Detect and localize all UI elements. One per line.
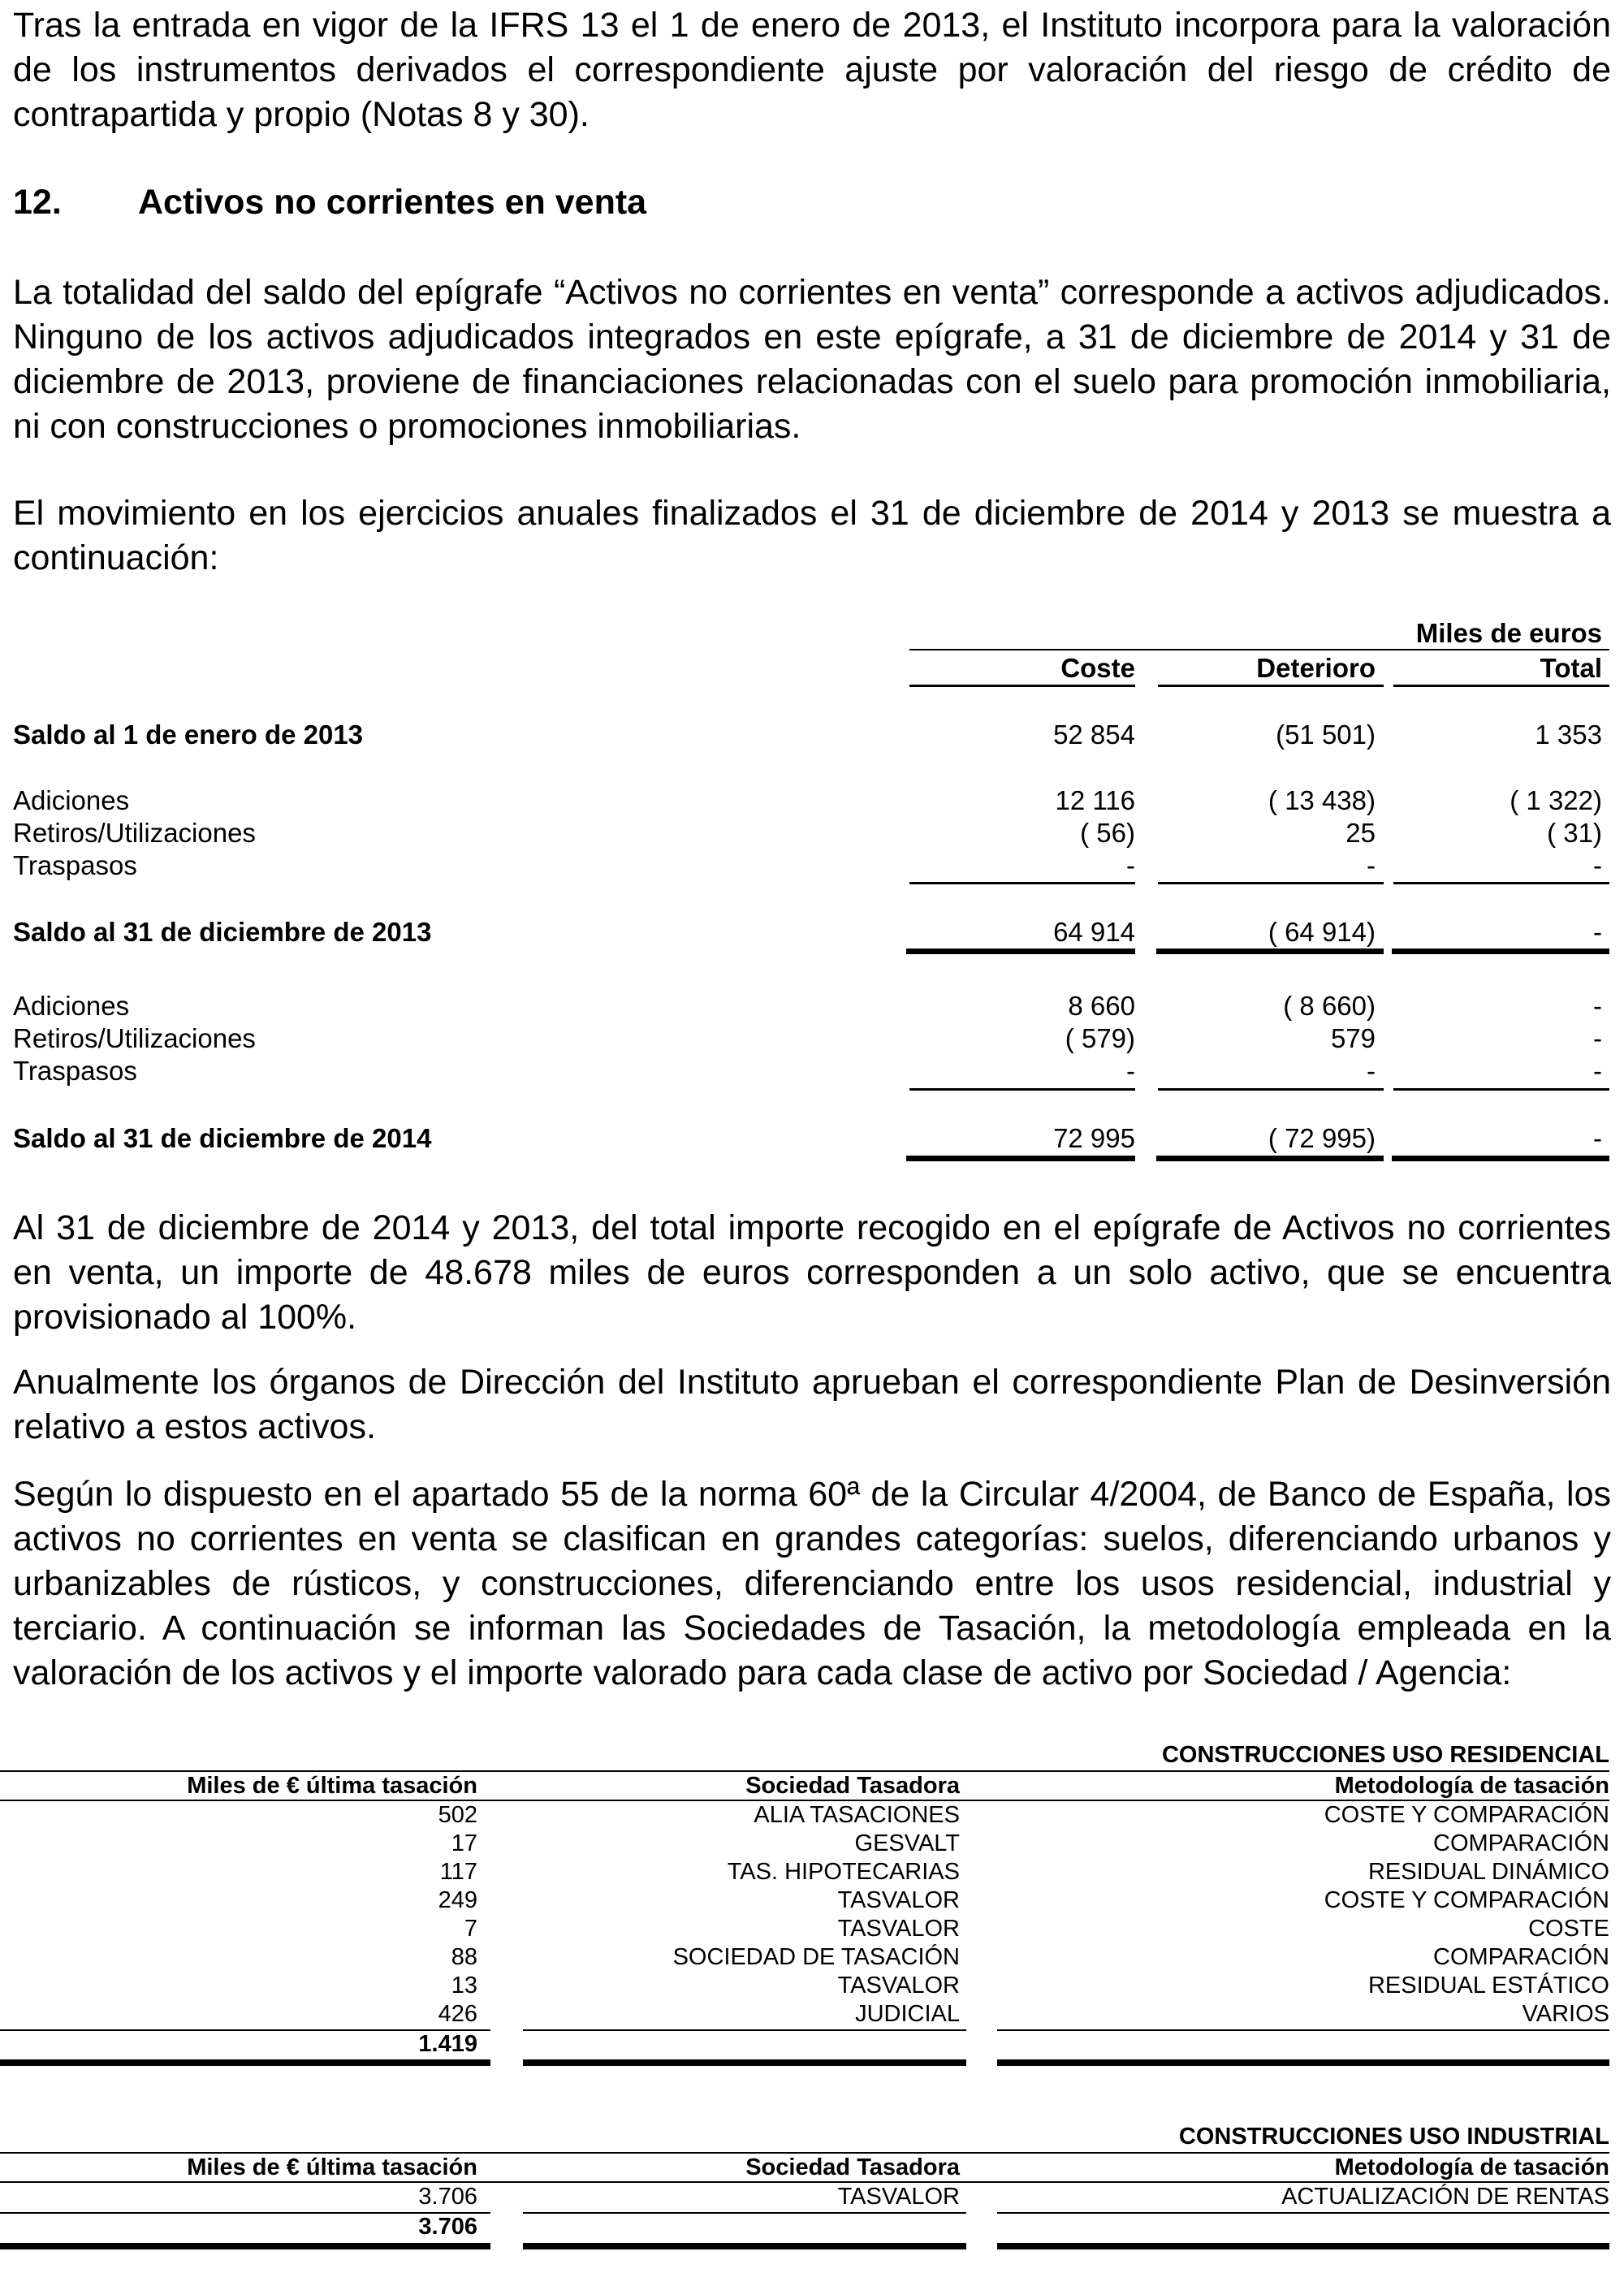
row-importe: 426: [438, 2001, 477, 2027]
paragraph-circular: Según lo dispuesto en el apartado 55 de la norma 60ª de la Circular 4/2004, de Banco de España, los activos no corrientes en venta se clasifican en grandes categorías: suelos, diferenciando urbanos y urbanizables de rústicos, y construcciones, diferenciando entre los usos residencial, industrial y terciario. A continuación se informan las Sociedades de Tasación, la metodología empleada en la valoración de los activos y el importe valorado para cada clase de activo por Sociedad / Agencia:: [13, 1475, 1611, 1692]
paragraph-movimiento-intro: El movimiento en los ejercicios anuales finalizados el 31 de diciembre de 2014 y 2013 se muestra a continuación:: [13, 494, 1611, 577]
row-total: -: [1593, 991, 1602, 1021]
row-sociedad: TASVALOR: [837, 1887, 960, 1913]
row-coste: 72 995: [1053, 1123, 1135, 1153]
total-importe: 1.419: [418, 2031, 477, 2057]
header-coste: Coste: [1060, 653, 1135, 683]
row-label: Adiciones: [13, 785, 130, 815]
row-sociedad: TASVALOR: [837, 1973, 960, 1999]
total-rule: [906, 1156, 1135, 1161]
total-top-rule: [0, 2029, 490, 2031]
row-importe: 3.706: [418, 2184, 477, 2210]
row-coste: 12 116: [1055, 785, 1135, 815]
header-underline-coste: [909, 685, 1135, 687]
row-total: -: [1593, 1123, 1602, 1153]
row-deterioro: ( 64 914): [1268, 917, 1376, 947]
subtotal-rule: [1158, 1088, 1384, 1091]
total-top-rule: [997, 2029, 1609, 2031]
row-deterioro: ( 8 660): [1283, 991, 1376, 1021]
row-coste: -: [1126, 850, 1135, 880]
row-metodologia: RESIDUAL DINÁMICO: [1367, 1859, 1609, 1885]
row-metodologia: RESIDUAL ESTÁTICO: [1367, 1973, 1609, 1999]
row-importe: 117: [439, 1859, 477, 1885]
row-importe: 13: [451, 1973, 477, 1999]
total-importe: 3.706: [418, 2214, 477, 2240]
header-underline-total: [1393, 685, 1609, 687]
header-rule: [909, 649, 1609, 650]
subtotal-rule: [1393, 1088, 1609, 1091]
row-label: Saldo al 31 de diciembre de 2013: [13, 917, 432, 947]
row-coste: -: [1126, 1056, 1135, 1086]
row-importe: 88: [451, 1944, 477, 1970]
row-importe: 17: [451, 1830, 477, 1856]
row-deterioro: 25: [1345, 818, 1376, 848]
row-deterioro: (51 501): [1276, 720, 1376, 750]
row-metodologia: COMPARACIÓN: [1433, 1830, 1609, 1856]
row-total: 1 353: [1535, 720, 1602, 750]
row-importe: 7: [464, 1916, 477, 1942]
subtotal-rule: [1393, 882, 1609, 884]
row-total: ( 31): [1547, 818, 1602, 848]
header-sociedad: Sociedad Tasadora: [745, 1773, 960, 1799]
total-rule: [1392, 949, 1609, 954]
row-sociedad: GESVALT: [854, 1830, 960, 1856]
row-total: -: [1593, 850, 1602, 880]
row-metodologia: COMPARACIÓN: [1433, 1944, 1609, 1970]
paragraph-plan-desinversion: Anualmente los órganos de Dirección del Instituto aprueban el correspondiente Plan de Desinversión relativo a estos activos.: [13, 1363, 1611, 1446]
row-total: -: [1593, 917, 1602, 947]
total-top-rule: [997, 2212, 1609, 2214]
row-coste: 52 854: [1053, 720, 1135, 750]
row-label: Retiros/Utilizaciones: [13, 1023, 256, 1053]
section-title: Activos no corrientes en venta: [138, 183, 647, 222]
header-metodologia: Metodología de tasación: [1334, 2154, 1609, 2180]
unit-label: Miles de euros: [1415, 618, 1602, 648]
row-deterioro: 579: [1330, 1023, 1376, 1053]
row-sociedad: TASVALOR: [837, 2184, 960, 2210]
total-double-rule: [0, 2059, 490, 2066]
total-rule: [1392, 1156, 1609, 1161]
row-total: -: [1593, 1056, 1602, 1086]
row-label: Saldo al 31 de diciembre de 2014: [13, 1123, 432, 1153]
subtotal-rule: [909, 1088, 1135, 1091]
section-heading: [13, 180, 646, 225]
row-metodologia: COSTE Y COMPARACIÓN: [1324, 1802, 1609, 1828]
total-double-rule: [997, 2243, 1609, 2249]
total-rule: [1156, 949, 1384, 954]
paragraph-saldo-epigrafe: La totalidad del saldo del epígrafe “Activos no corrientes en venta” corresponde a activos adjudicados. Ninguno de los activos adjudicados integrados en este epígrafe, a 31 de diciembre de 2014 y 31 de diciembre de 2013, proviene de financiaciones relacionadas con el suelo para promoción inmobiliaria, ni con construcciones o promociones inmobiliarias.: [13, 273, 1611, 446]
row-sociedad: TASVALOR: [837, 1916, 960, 1942]
total-double-rule: [997, 2059, 1609, 2066]
header-sociedad: Sociedad Tasadora: [745, 2154, 960, 2180]
table-title: CONSTRUCCIONES USO INDUSTRIAL: [1178, 2124, 1609, 2150]
header-importe: Miles de € última tasación: [187, 2154, 477, 2180]
total-top-rule: [523, 2029, 966, 2031]
row-sociedad: JUDICIAL: [855, 2001, 960, 2027]
row-importe: 502: [438, 1802, 477, 1828]
row-coste: ( 579): [1065, 1023, 1135, 1053]
row-sociedad: TAS. HIPOTECARIAS: [727, 1859, 960, 1885]
paragraph-activo-unico: Al 31 de diciembre de 2014 y 2013, del total importe recogido en el epígrafe de Activos no corrientes en venta, un importe de 48.678 miles de euros corresponden a un solo activo, que se encuentra provisionado al 100%.: [13, 1208, 1611, 1337]
header-metodologia: Metodología de tasación: [1334, 1773, 1609, 1799]
row-metodologia: ACTUALIZACIÓN DE RENTAS: [1281, 2184, 1609, 2210]
table-title: CONSTRUCCIONES USO RESIDENCIAL: [1161, 1742, 1609, 1768]
total-rule: [1156, 1156, 1384, 1161]
subtotal-rule: [1158, 882, 1384, 884]
row-sociedad: ALIA TASACIONES: [754, 1802, 960, 1828]
total-double-rule: [523, 2243, 966, 2249]
row-deterioro: -: [1367, 1056, 1376, 1086]
row-metodologia: COSTE: [1528, 1916, 1609, 1942]
header-importe: Miles de € última tasación: [187, 1773, 477, 1799]
row-sociedad: SOCIEDAD DE TASACIÓN: [672, 1944, 960, 1970]
total-top-rule: [0, 2212, 490, 2214]
row-deterioro: ( 13 438): [1268, 785, 1376, 815]
subtotal-rule: [909, 882, 1135, 884]
total-double-rule: [0, 2243, 490, 2249]
row-label: Traspasos: [13, 850, 137, 880]
intro-paragraph: Tras la entrada en vigor de la IFRS 13 el 1 de enero de 2013, el Instituto incorpora para la valoración de los instrumentos derivados el correspondiente ajuste por valoración del riesgo de crédito de contrapartida y propio (Notas 8 y 30).: [13, 6, 1611, 134]
row-coste: ( 56): [1080, 818, 1135, 848]
row-total: ( 1 322): [1510, 785, 1602, 815]
header-underline-deterioro: [1158, 685, 1384, 687]
row-coste: 64 914: [1053, 917, 1135, 947]
row-label: Saldo al 1 de enero de 2013: [13, 720, 364, 750]
row-label: Adiciones: [13, 991, 130, 1021]
total-double-rule: [523, 2059, 966, 2066]
header-total: Total: [1540, 653, 1602, 683]
row-coste: 8 660: [1068, 991, 1135, 1021]
row-total: -: [1593, 1023, 1602, 1053]
row-label: Retiros/Utilizaciones: [13, 818, 256, 848]
total-top-rule: [523, 2212, 966, 2214]
row-metodologia: VARIOS: [1522, 2001, 1609, 2027]
row-deterioro: -: [1367, 850, 1376, 880]
section-number: 12.: [13, 183, 62, 222]
row-label: Traspasos: [13, 1056, 137, 1086]
total-rule: [906, 949, 1135, 954]
row-metodologia: COSTE Y COMPARACIÓN: [1324, 1887, 1609, 1913]
row-importe: 249: [438, 1887, 477, 1913]
header-deterioro: Deterioro: [1256, 653, 1376, 683]
row-deterioro: ( 72 995): [1268, 1123, 1376, 1153]
